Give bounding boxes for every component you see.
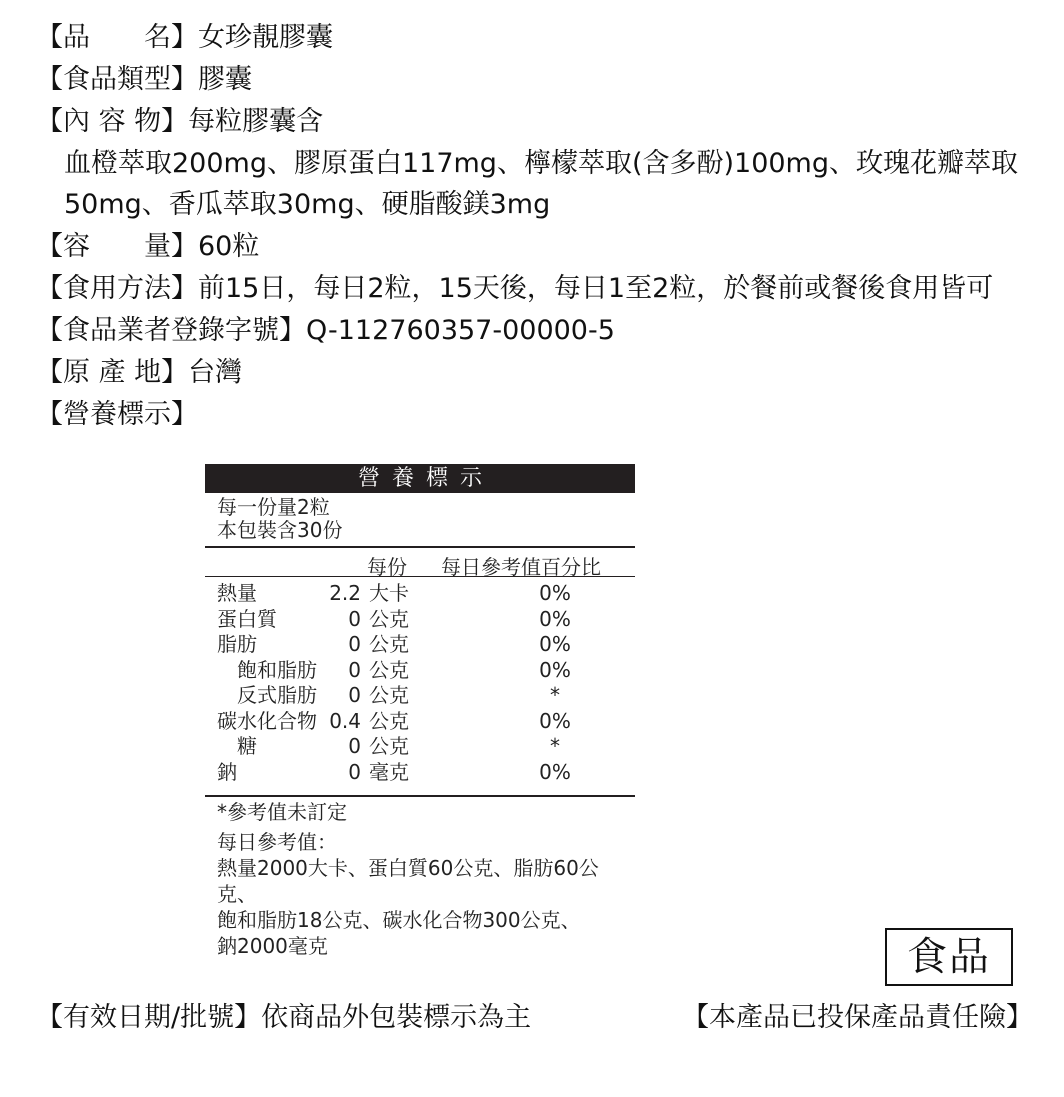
nutrient-value: 0	[348, 632, 361, 656]
spec-origin-value: 台灣	[188, 357, 243, 388]
nutrition-servings: 本包裝含30份	[217, 518, 343, 542]
nutrition-ref-line2: 飽和脂肪18公克、碳水化合物300公克、	[217, 908, 581, 932]
nutrient-unit: 公克	[369, 708, 409, 733]
nutrient-value: 0	[348, 734, 361, 758]
nutrient-dv: *	[550, 683, 560, 707]
spec-usage	[36, 269, 993, 309]
spec-type-label: 【食品類型】	[36, 64, 198, 95]
nutrient-value: 0	[348, 657, 361, 682]
nutrient-name: 糖	[237, 734, 257, 758]
expiry-value: 依商品外包裝標示為主	[261, 1002, 532, 1033]
nutrient-dv: *	[550, 734, 560, 758]
nutrition-footnote: *參考值未訂定	[217, 800, 347, 824]
expiry-label: 【有效日期/批號】	[36, 1002, 262, 1033]
nutrient-name: 熱量	[217, 581, 257, 605]
nutrient-unit: 公克	[369, 606, 409, 631]
nutrition-rows	[205, 577, 635, 797]
food-badge: 食品	[885, 928, 1013, 986]
nutrition-footnotes	[205, 797, 635, 959]
spec-registration-value: Q-112760357-00000-5	[306, 315, 615, 346]
spec-usage-label: 【食用方法】	[36, 273, 198, 304]
nutrient-name: 鈉	[217, 759, 237, 784]
nutrition-row-carbohydrate	[205, 709, 635, 735]
nutrient-name: 蛋白質	[217, 606, 277, 631]
spec-capacity-label: 【容 量】	[36, 231, 198, 262]
nutrient-unit: 大卡	[369, 581, 409, 605]
spec-registration	[36, 311, 615, 351]
spec-contents-line3: 50mg、香瓜萃取30mg、硬脂酸鎂3mg	[64, 189, 551, 220]
spec-name-value: 女珍靚膠囊	[198, 22, 333, 53]
nutrient-unit: 公克	[369, 683, 409, 707]
nutrition-row-saturated-fat	[205, 658, 635, 684]
nutrient-dv: 0%	[539, 759, 571, 784]
nutrition-ref-title: 每日參考值：	[217, 830, 337, 854]
spec-nutrition-label: 【營養標示】	[36, 399, 198, 430]
nutrition-col-dv: 每日參考值百分比	[441, 555, 601, 579]
spec-registration-label: 【食品業者登錄字號】	[36, 315, 306, 346]
nutrient-dv: 0%	[539, 657, 571, 682]
spec-capacity-value: 60粒	[198, 231, 260, 262]
nutrient-dv: 0%	[539, 708, 571, 733]
expiry-note	[36, 998, 531, 1038]
spec-name-label: 【品 名】	[36, 22, 198, 53]
spec-type-value: 膠囊	[198, 64, 252, 95]
nutrient-name: 飽和脂肪	[237, 657, 317, 682]
nutrition-col-per: 每份	[367, 555, 407, 579]
nutrition-row-sodium	[205, 760, 635, 786]
spec-contents-line2: 血橙萃取200mg、膠原蛋白117mg、檸檬萃取(含多酚)100mg、玫瑰花瓣萃取	[64, 148, 1018, 179]
spec-origin-label: 【原 產 地】	[36, 357, 189, 388]
nutrient-name: 碳水化合物	[217, 708, 317, 733]
nutrition-column-headers	[205, 548, 635, 577]
nutrition-row-sugar	[205, 734, 635, 760]
nutrient-value: 0.4	[329, 708, 361, 733]
nutrient-value: 2.2	[329, 581, 361, 605]
spec-contents	[36, 102, 323, 142]
nutrition-ref-line3: 鈉2000毫克	[217, 934, 328, 958]
nutrition-row-calories	[205, 581, 635, 607]
nutrition-ref-line1: 熱量2000大卡、蛋白質60公克、脂肪60公克、	[217, 856, 599, 906]
nutrient-value: 0	[348, 606, 361, 631]
nutrient-dv: 0%	[539, 606, 571, 631]
nutrient-unit: 公克	[369, 632, 409, 656]
nutrient-value: 0	[348, 683, 361, 707]
spec-type	[36, 60, 252, 100]
nutrition-serving-size: 每一份量2粒	[217, 495, 330, 519]
nutrition-title: 營養標示	[205, 464, 635, 493]
spec-origin	[36, 353, 242, 393]
nutrient-value: 0	[348, 759, 361, 784]
nutrient-name: 反式脂肪	[237, 683, 317, 707]
spec-usage-value: 前15日，每日2粒，15天後，每日1至2粒，於餐前或餐後食用皆可	[198, 273, 994, 304]
nutrient-name: 脂肪	[217, 632, 257, 656]
nutrient-unit: 公克	[369, 657, 409, 682]
insurance-note: 【本產品已投保產品責任險】	[682, 1002, 1033, 1033]
spec-contents-label: 【內 容 物】	[36, 106, 189, 137]
nutrition-row-fat	[205, 632, 635, 658]
nutrient-dv: 0%	[539, 581, 571, 605]
nutrition-row-trans-fat	[205, 683, 635, 709]
spec-contents-value: 每粒膠囊含	[188, 106, 324, 137]
nutrition-panel	[205, 464, 635, 959]
nutrition-serving-block	[205, 493, 635, 548]
spec-name	[36, 18, 333, 58]
nutrient-unit: 公克	[369, 734, 409, 758]
spec-capacity	[36, 227, 259, 267]
nutrition-row-protein	[205, 607, 635, 633]
nutrient-dv: 0%	[539, 632, 571, 656]
nutrient-unit: 毫克	[369, 759, 409, 784]
